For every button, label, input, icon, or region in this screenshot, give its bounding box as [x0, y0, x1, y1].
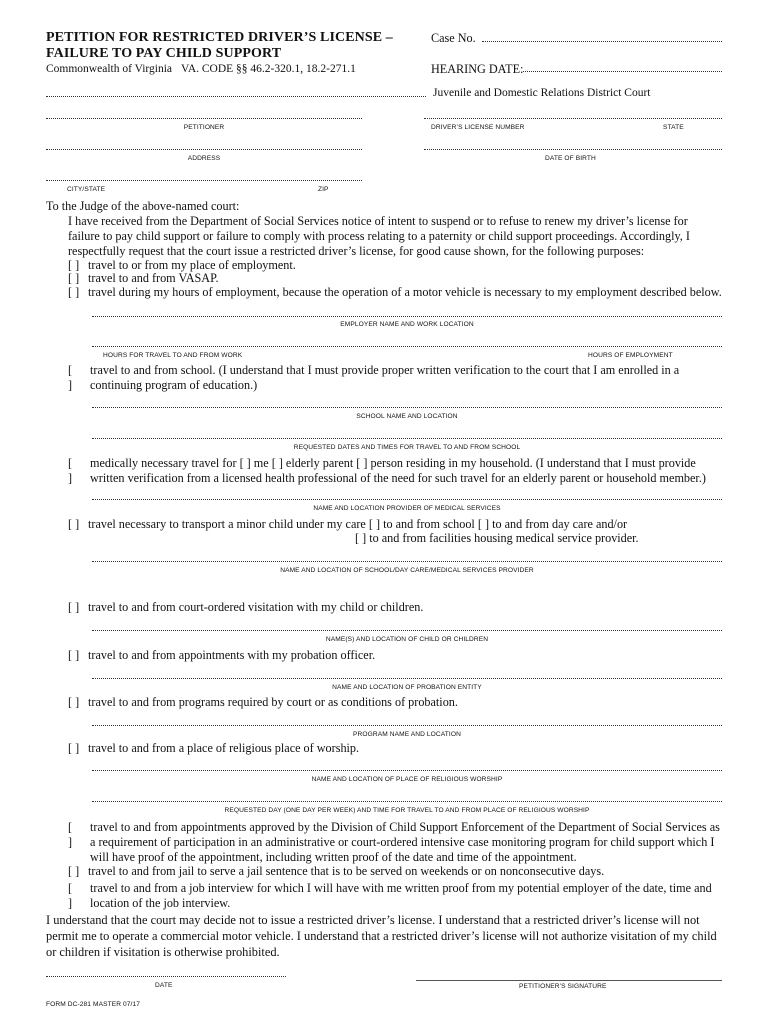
hours-employment-label: HOURS OF EMPLOYMENT [588, 352, 673, 359]
worship-field[interactable] [92, 770, 722, 771]
purpose-during-employment [68, 285, 722, 300]
purpose-worship [68, 741, 359, 756]
checkbox[interactable]: [ ] [68, 864, 80, 878]
school-daycare-label: NAME AND LOCATION OF SCHOOL/DAY CARE/MEDICAL SERVICES PROVIDER [280, 567, 534, 574]
purpose-text: travel during my hours of employment, because the operation of a motor vehicle is necessary to my employment described below. [88, 285, 722, 299]
va-code-label: VA. CODE §§ 46.2-320.1, 18.2-271.1 [181, 63, 356, 75]
court-name-field[interactable] [46, 96, 426, 97]
date-of-birth-label: DATE OF BIRTH [545, 155, 596, 162]
purpose-text: travel to and from appointments with my probation officer. [88, 648, 376, 662]
checkbox[interactable]: [ ] [68, 695, 80, 709]
drivers-license-label: DRIVER’S LICENSE NUMBER [431, 124, 525, 131]
hours-travel-label: HOURS FOR TRAVEL TO AND FROM WORK [103, 352, 243, 359]
checkbox[interactable]: [ ] [68, 363, 73, 392]
zip-label: ZIP [318, 186, 329, 193]
address-label: ADDRESS [187, 155, 221, 162]
children-label: NAME(S) AND LOCATION OF CHILD OR CHILDREN [325, 636, 489, 643]
intro-paragraph: I have received from the Department of Social Services notice of intent to suspend or to refuse to renew my driver’s license for failure to pay child support or failure to comply with process relating to a paternity or child support proceedings. Accordingly, I respectfully request that the court issue a restricted driver’s license, for good cause shown, for the following purposes: [68, 214, 690, 258]
state-label: STATE [663, 124, 684, 131]
hearing-date-label: HEARING DATE: [431, 62, 524, 76]
petitioner-field[interactable] [46, 118, 362, 119]
address-field[interactable] [46, 149, 362, 150]
date-field[interactable] [46, 976, 286, 977]
purpose-text: travel to and from jail to serve a jail sentence that is to be served on weekends or on nonconsecutive days. [88, 864, 605, 878]
checkbox[interactable]: [ ] [68, 600, 80, 614]
checkbox[interactable]: [ ] [68, 741, 80, 755]
case-no-label: Case No. [431, 31, 476, 45]
checkbox[interactable]: [ ] [68, 648, 80, 662]
city-state-label: CITY/STATE [67, 186, 106, 193]
form-title-line2: FAILURE TO PAY CHILD SUPPORT [46, 46, 282, 61]
purpose-transport-child-line2: [ ] to and from facilities housing medical service provider. [355, 531, 639, 545]
date-of-birth-field[interactable] [424, 149, 722, 150]
commonwealth-label: Commonwealth of Virginia [46, 63, 173, 75]
children-field[interactable] [92, 630, 722, 631]
medical-label: NAME AND LOCATION PROVIDER OF MEDICAL SERVICES [313, 505, 501, 512]
employer-field[interactable] [92, 316, 722, 317]
court-label: Juvenile and Domestic Relations District Court [433, 87, 651, 99]
salutation: To the Judge of the above-named court: [46, 199, 240, 213]
checkbox[interactable]: [ ] [68, 285, 80, 299]
school-times-field[interactable] [92, 438, 722, 439]
purpose-text: travel to or from my place of employment. [88, 258, 296, 272]
drivers-license-field[interactable] [424, 118, 722, 119]
form-title-line1: PETITION FOR RESTRICTED DRIVER’S LICENSE – [46, 30, 393, 45]
purpose-text: travel to and from programs required by court or as conditions of probation. [88, 695, 458, 709]
purpose-transport-child [68, 517, 627, 532]
purpose-text: travel necessary to transport a minor child under my care [ ] to and from school [ ] to and from day care and/or [88, 517, 628, 531]
purpose-text: travel to and from a place of religious place of worship. [88, 741, 360, 755]
school-daycare-field[interactable] [92, 561, 722, 562]
signature-label: PETITIONER’S SIGNATURE [519, 983, 607, 990]
purpose-text: medically necessary travel for [ ] me [ ] elderly parent [ ] person residing in my household. (I understand that I must provide written verification from a licensed health professional of the need for such travel for an elderly parent or household member.) [90, 456, 706, 485]
purpose-text: travel to and from school. (I understand that I must provide proper written verification to the court that I am enrolled in a continuing program of education.) [90, 363, 680, 392]
date-label: DATE [155, 982, 173, 989]
checkbox[interactable]: [ ] [68, 456, 73, 485]
purpose-visitation [68, 600, 423, 615]
purpose-text: travel to and from a job interview for which I will have with me written proof from my potential employer of the date, time and location of the job interview. [90, 881, 712, 910]
city-state-zip-field[interactable] [46, 180, 362, 181]
school-times-label: REQUESTED DATES AND TIMES FOR TRAVEL TO AND FROM SCHOOL [293, 444, 521, 451]
hours-field[interactable] [92, 346, 722, 347]
checkbox[interactable]: [ ] [68, 517, 80, 531]
purpose-text: travel to and from appointments approved by the Division of Child Support Enforcement of the Department of Social Services as a requirement of participation in an administrative or court-ordered intensive case monitoring program for child support which I will have proof of the appointment, including written proof of the date and time of the appointment. [90, 820, 720, 864]
purpose-text: travel to and from court-ordered visitation with my child or children. [88, 600, 424, 614]
school-field[interactable] [92, 407, 722, 408]
checkbox[interactable]: [ ] [68, 881, 73, 910]
medical-field[interactable] [92, 499, 722, 500]
purpose-text: travel to and from VASAP. [88, 271, 219, 285]
purpose-probation [68, 648, 375, 663]
checkbox[interactable]: [ ] [68, 820, 73, 849]
case-no-field[interactable] [482, 41, 722, 42]
checkbox[interactable]: [ ] [68, 271, 80, 285]
program-label: PROGRAM NAME AND LOCATION [353, 731, 461, 738]
employer-label: EMPLOYER NAME AND WORK LOCATION [340, 321, 474, 328]
worship-times-label: REQUESTED DAY (ONE DAY PER WEEK) AND TIME FOR TRAVEL TO AND FROM PLACE OF RELIGIOUS WORSHIP [224, 807, 590, 814]
worship-label: NAME AND LOCATION OF PLACE OF RELIGIOUS WORSHIP [311, 776, 503, 783]
school-label: SCHOOL NAME AND LOCATION [356, 413, 458, 420]
probation-field[interactable] [92, 678, 722, 679]
worship-times-field[interactable] [92, 801, 722, 802]
probation-label: NAME AND LOCATION OF PROBATION ENTITY [332, 684, 482, 691]
form-id: FORM DC-281 MASTER 07/17 [46, 1001, 141, 1008]
purpose-court-programs [68, 695, 458, 710]
hearing-date-field[interactable] [523, 71, 722, 72]
purpose-vasap [68, 271, 219, 286]
program-field[interactable] [92, 725, 722, 726]
signature-line[interactable] [416, 980, 722, 981]
closing-paragraph: I understand that the court may decide not to issue a restricted driver’s license. I understand that a restricted driver’s license will not permit me to operate a commercial motor vehicle. I understand that a restricted driver’s license will not authorize visitation of my child or children if visitation is otherwise prohibited. [46, 913, 717, 959]
petitioner-label: PETITIONER [183, 124, 225, 131]
checkbox[interactable]: [ ] [68, 258, 80, 272]
purpose-jail [68, 864, 604, 879]
